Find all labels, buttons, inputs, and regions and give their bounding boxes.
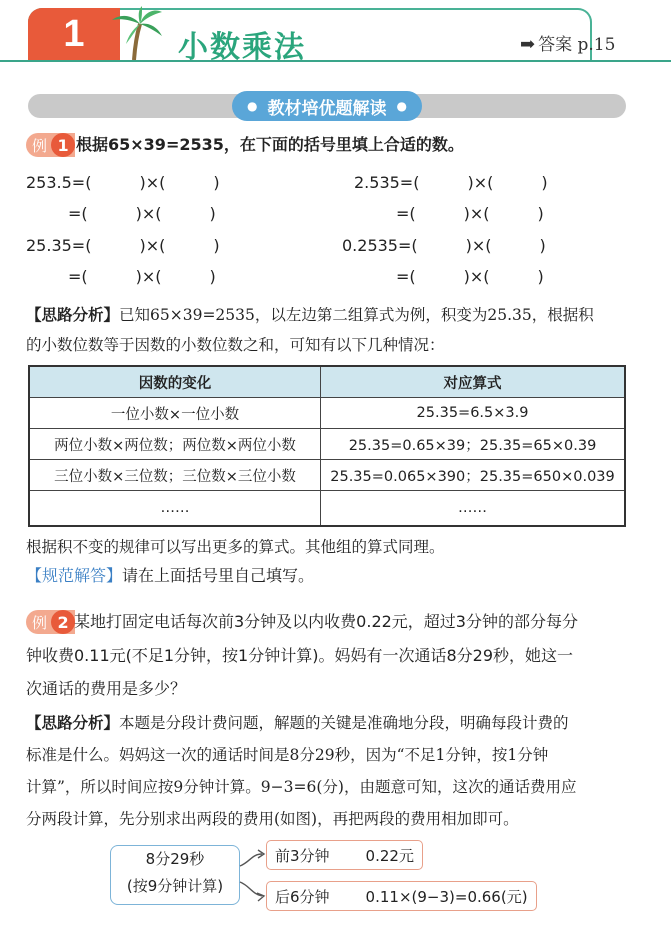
table-cell: 两位小数×两位数；两位数×两位小数 xyxy=(29,429,321,460)
palm-tree-icon xyxy=(104,6,164,60)
segment-label: 前3分钟 xyxy=(275,846,330,865)
answer-line xyxy=(26,563,314,589)
answer-ref-text: 答案 p.15 xyxy=(538,35,616,55)
analysis-1-line-1 xyxy=(26,302,594,328)
table-cell: 三位小数×三位数；三位数×三位小数 xyxy=(29,460,321,491)
duration-box xyxy=(110,845,240,905)
example-1-prompt: 根据65×39=2535，在下面的括号里填上合适的数。 xyxy=(76,135,464,154)
section-banner-text: 教材培优题解读 xyxy=(267,98,387,119)
table-cell: …… xyxy=(29,491,321,527)
example-2-prompt-line-1: 某地打固定电话每次前3分钟及以内收费0.22元，超过3分钟的部分每分 xyxy=(74,612,578,631)
table-header-row xyxy=(29,366,625,398)
fill-row-2-left: =( )×( ) xyxy=(68,204,216,223)
example-2-label xyxy=(26,610,75,634)
answer-reference xyxy=(520,30,615,55)
segment-2-box xyxy=(266,881,537,911)
section-banner xyxy=(232,91,422,121)
example-2-prompt-line-3: 次通话的费用是多少？ xyxy=(26,679,187,698)
segment-label: 后6分钟 xyxy=(275,887,330,906)
example-1-label xyxy=(26,133,75,157)
fill-row-2-right: =( )×( ) xyxy=(396,204,544,223)
analysis-text: 本题是分段计费问题，解题的关键是准确地分段，明确每段计费的 xyxy=(119,714,569,732)
analysis-label: 【思路分析】 xyxy=(26,305,120,324)
fill-row-3-left: 25.35=( )×( ) xyxy=(26,236,220,255)
analysis-1-line-2: 的小数位数等于因数的小数位数之和，可知有以下几种情况： xyxy=(26,336,445,354)
arrow-right-icon: ➡ xyxy=(520,34,536,55)
table-cell: 25.35=6.5×3.9 xyxy=(321,398,626,429)
table-cell: 25.35=0.65×39；25.35=65×0.39 xyxy=(321,429,626,460)
answer-text: 请在上面括号里自己填写。 xyxy=(122,566,315,585)
analysis-2-line-4: 分两段计算，先分别求出两段的费用(如图)，再把两段的费用相加即可。 xyxy=(26,810,519,828)
segment-value: 0.11×(9−3)=0.66(元) xyxy=(365,887,528,906)
table-row xyxy=(29,398,625,429)
dot-icon: ● xyxy=(396,99,407,113)
table-row xyxy=(29,491,625,527)
fill-row-3-right: 0.2535=( )×( ) xyxy=(342,236,546,255)
fill-row-4-left: =( )×( ) xyxy=(68,267,216,286)
analysis-label: 【思路分析】 xyxy=(26,713,120,732)
fill-row-1-right: 2.535=( )×( ) xyxy=(354,173,548,192)
analysis-2-line-1 xyxy=(26,710,569,736)
analysis-2-line-2: 标准是什么。妈妈这一次的通话时间是8分29秒，因为“不足1分钟，按1分钟 xyxy=(26,746,549,764)
fill-row-4-right: =( )×( ) xyxy=(396,267,544,286)
answer-label: 【规范解答】 xyxy=(26,566,123,585)
analysis-2-line-3: 计算”，所以时间应按9分钟计算。9−3=6(分)，由题意可知，这次的通话费用应 xyxy=(26,778,577,796)
duration-text: 8分29秒 xyxy=(145,850,205,868)
conclusion-text: 根据积不变的规律可以写出更多的算式。其他组的算式同理。 xyxy=(26,538,445,556)
example-2-prompt-line-2: 钟收费0.11元(不足1分钟，按1分钟计算)。妈妈有一次通话8分29秒，她这一 xyxy=(26,646,574,665)
table-cell: 一位小数×一位小数 xyxy=(29,398,321,429)
header-underline xyxy=(0,60,671,62)
example-label-text: 例 xyxy=(32,613,48,632)
table-cell: 25.35=0.065×390；25.35=650×0.039 xyxy=(321,460,626,491)
branch-arrows xyxy=(238,846,268,906)
example-label-text: 例 xyxy=(32,136,48,155)
table-row xyxy=(29,460,625,491)
page-title: 小数乘法 xyxy=(178,30,306,65)
example-number: 1 xyxy=(51,133,75,157)
factor-table xyxy=(28,365,626,527)
segment-value: 0.22元 xyxy=(365,846,414,865)
table-header-cell: 对应算式 xyxy=(321,366,626,398)
example-number: 2 xyxy=(51,610,75,634)
analysis-text: 已知65×39=2535，以左边第二组算式为例，积变为25.35，根据积 xyxy=(119,306,594,324)
duration-rounded-text: (按9分钟计算) xyxy=(126,877,224,895)
table-row xyxy=(29,429,625,460)
segment-1-box xyxy=(266,840,423,870)
lesson-number-badge: 1 xyxy=(28,8,120,60)
fill-row-1-left: 253.5=( )×( ) xyxy=(26,173,220,192)
table-cell: …… xyxy=(321,491,626,527)
table-header-cell: 因数的变化 xyxy=(29,366,321,398)
dot-icon: ● xyxy=(247,99,258,113)
